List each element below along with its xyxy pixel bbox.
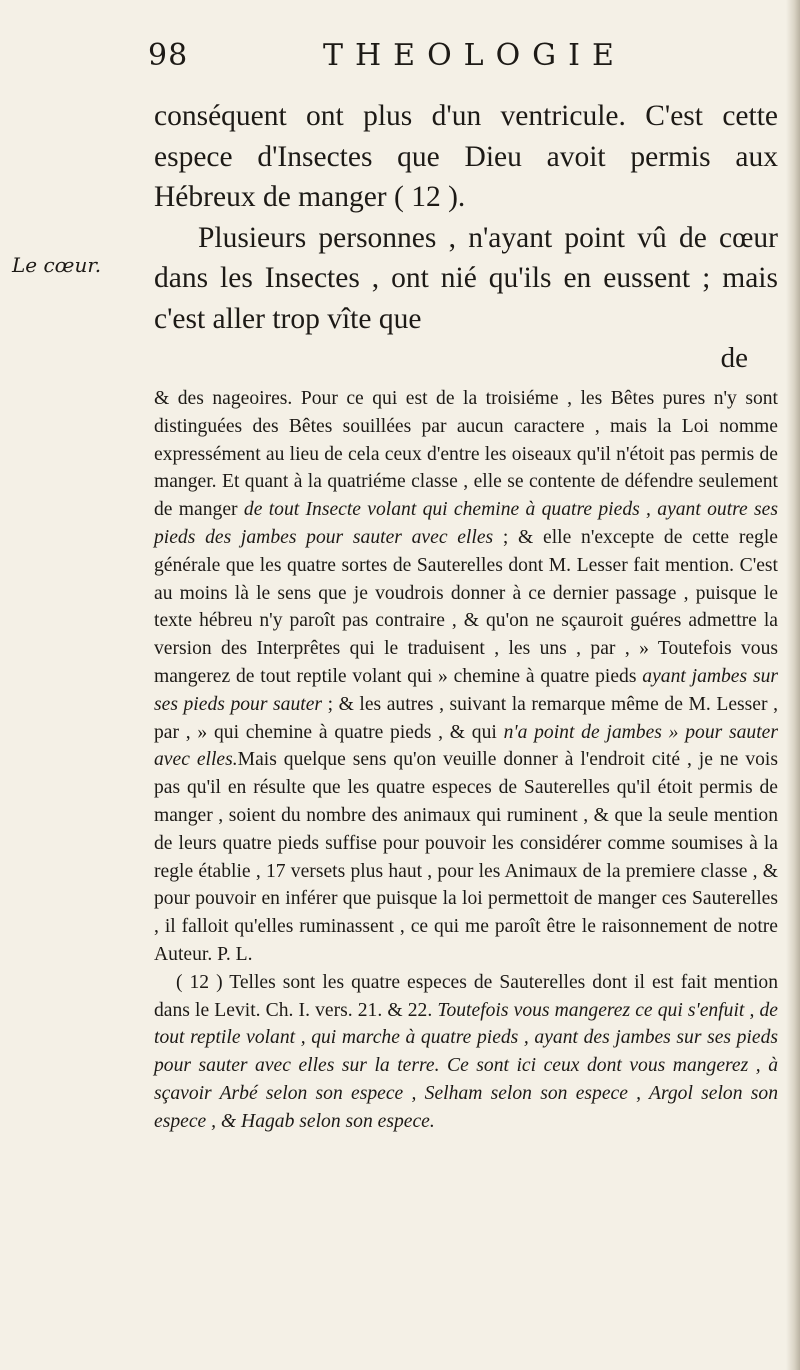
footnote-12 [154, 969, 778, 1136]
note-text-segment: ( 12 ) Telles sont les quatre especes de Sauterelles dont il est fait mention dans le Levit. Ch. I. vers. 21. & 22. [154, 971, 778, 1021]
page-header [148, 38, 688, 88]
note-text-segment: & des nageoires. Pour ce qui est de la troisiéme , les Bêtes pures n'y sont distinguées des Bêtes souillées par aucun caractere , mais la Loi nomme expressément au lieu de cela ceux d'entre les oiseaux qu'il n'étoit pas permis de manger. Et quant à la quatriéme classe , elle se contente de défendre seulement de manger [154, 388, 778, 521]
footnotes [154, 385, 778, 1136]
main-text [154, 96, 778, 339]
main-paragraph: Plusieurs personnes , n'ayant point vû de cœur dans les Insectes , ont nié qu'ils en eussent ; mais c'est aller trop vîte que [154, 221, 778, 335]
note-text-segment: Mais quelque sens qu'on veuille donner à l'endroit cité , je ne vois pas qu'il en résulte que les quatre especes de Sauterelles qu'il étoit permis de manger , soient du nombre des animaux qui ruminent , & que la seule mention de leurs quatre pieds suffise pour pouvoir les considérer comme soumises à la regle établie , 17 versets plus haut , pour les Animaux de la premiere classe , & pour pouvoir en inférer que puisque la loi permettoit de manger ces Sauterelles , il falloit qu'elles ruminassent , ce qui me paroît être le raisonnement de notre Auteur. P. L. [154, 749, 778, 965]
page-edge-shadow [786, 0, 800, 1370]
footnote-continuation [154, 385, 778, 969]
note-text-segment: ; & les autres , suivant la remarque même de M. Lesser , par , » qui chemine à quatre pieds , & qui [154, 693, 778, 743]
margin-note: Le cœur. [12, 253, 102, 277]
note-text-segment: ; & elle n'excepte de cette regle générale que les quatre sortes de Sauterelles dont M. Lesser fait mention. C'est au moins là le sens que je voudrois donner à ce dernier passage , puisque le texte hébreu n'y paroît pas contraire , & qu'on ne sçauroit guéres admettre la version des Interprêtes qui le traduisent , les uns , par , » Toutefois vous mangerez de tout reptile volant qui » chemine à quatre pieds [154, 526, 778, 687]
page-number: 98 [148, 38, 189, 73]
catchword: de [720, 342, 748, 374]
note-italic-segment: de tout Insecte volant qui chemine à quatre pieds , ayant outre ses pieds des jambes pour sauter avec elles [154, 499, 779, 548]
note-italic-segment: n'a point de jambes » pour sauter avec elles. [154, 721, 778, 771]
main-paragraph: conséquent ont plus d'un ventricule. C'est cette espece d'Insectes que Dieu avoit permis aux Hébreux de manger ( 12 ). [154, 100, 778, 213]
running-title: THEOLOGIE [323, 38, 626, 73]
note-italic-segment: ayant jambes sur ses pieds pour sauter [154, 665, 778, 715]
note-italic-segment: Toutefois vous mangerez ce qui s'enfuit , de tout reptile volant , qui marche à quatre pieds , ayant des jambes sur ses pieds pour sauter avec elles sur la terre. Ce sont ici ceux dont vous mangerez , à sçavoir Arbé selon son espece , Selham selon son espece , Argol selon son espece , & Hagab selon son espece. [154, 999, 778, 1132]
